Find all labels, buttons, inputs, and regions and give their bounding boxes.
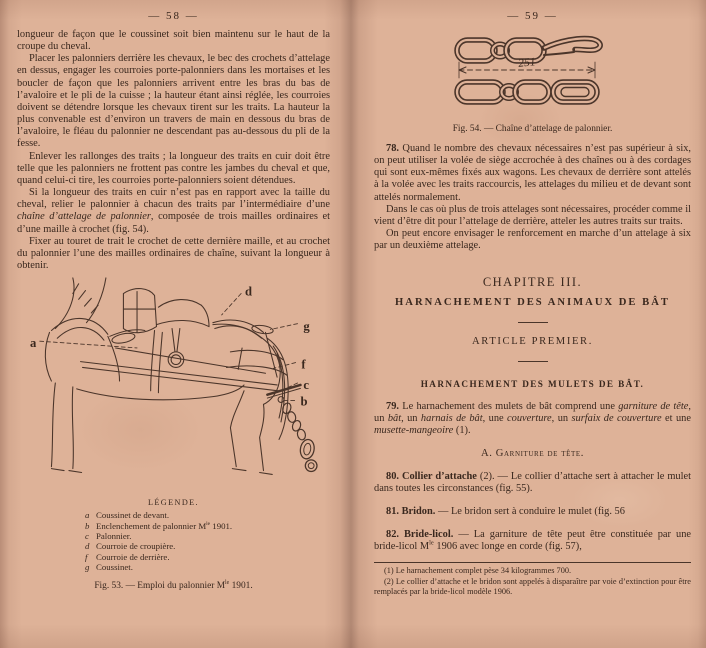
- legend-key: b: [85, 520, 90, 531]
- footnote-rule: [374, 562, 691, 563]
- chain-illustration: [443, 28, 623, 116]
- divider-rule: [518, 361, 548, 362]
- legend-item: [85, 562, 330, 572]
- legend-label: Coussinet de devant.: [96, 510, 170, 521]
- legend-item: [85, 552, 330, 562]
- paragraph: Si la longueur des traits en cuir n’est pas en rapport avec la taille du cheval, relier le palonnier à chacun des traits par l’intermédiaire d’une chaîne d’attelage de palonnier, composée de trois mailles ordinaires et d’une maille à crochet (fig. 54).: [17, 187, 330, 235]
- legend-key: g: [85, 562, 90, 573]
- page-number: — 59 —: [507, 10, 558, 22]
- figure-leader-lines: [39, 294, 297, 401]
- footnote-1: (1) Le harnachement complet pèse 34 kilogrammes 700.: [384, 566, 572, 576]
- section-title: HARNACHEMENT DES MULETS DE BÂT.: [420, 378, 645, 389]
- paragraph-80: 80. Collier d’attache (2). — Le collier d’attache sert à attacher le mulet dans toutes les circonstances (fig. 55).: [374, 470, 691, 494]
- divider-rule: [518, 322, 548, 323]
- horse-outline: [45, 278, 288, 474]
- legend-label: Enclenchement de palonnier $M^{le}$ 1901.: [96, 520, 233, 531]
- legend-item: [85, 510, 330, 520]
- horse-harness-illustration: [18, 276, 330, 490]
- paragraph: On peut encore envisager le renforcement en marche d’un attelage à six par un deuxième attelage.: [374, 228, 691, 252]
- figure-label-f: f: [300, 357, 306, 372]
- paragraph: Enlever les rallonges des traits ; la longueur des traits en cuir doit être telle que les palonniers ne frottent pas contre les jambes du cheval et que, quand celui-ci tire, les courroies porte-palonniers soient détendues.: [17, 150, 330, 186]
- paragraph-78: 78. Quand le nombre des chevaux nécessaires n’est pas supérieur à six, on peut utiliser la volée de siège accrochée à des chaînes ou à des cordages qui sont eux-mêmes fixés aux wagons. Les chevaux de derrière sont attelés à la volée avec les traits raccourcis, les attelages du milieu et de devant sont attelés normalement.: [374, 143, 691, 203]
- book-page-59: [360, 0, 706, 648]
- footnote-2: (2) Le collier d’attache et le bridon sont appelés à disparaître par voie d’extinction pour être remplacés par la bride-licol modèle 1906.: [374, 577, 691, 597]
- paragraph-81: 81. Bridon. — Le bridon sert à conduire le mulet (fig. 56: [386, 505, 625, 517]
- page-number: — 58 —: [148, 10, 199, 22]
- figure-label-g: g: [302, 319, 310, 334]
- legend-title: LÉGENDE.: [148, 498, 199, 508]
- legend-key: a: [85, 510, 90, 521]
- legend-item: [85, 521, 330, 531]
- legend-label: Courroie de croupière.: [96, 541, 176, 552]
- subsection-title: A. Garniture de tête.: [481, 447, 584, 459]
- figure-label-a: a: [29, 336, 36, 351]
- chapter-subtitle: HARNACHEMENT DES ANIMAUX DE BÂT: [395, 296, 670, 308]
- figure-horse-harness: [17, 276, 330, 495]
- figure-chain: [443, 28, 623, 121]
- figure-label-c: c: [302, 377, 309, 392]
- harness-straps: [80, 320, 286, 391]
- legend-label: Palonnier.: [96, 530, 132, 541]
- book-page-58: [0, 0, 346, 648]
- legend-key: f: [85, 551, 88, 562]
- figure-label-b: b: [299, 394, 307, 409]
- figure-53-caption: Fig. 53. — Emploi du palonnier $M^{le}$ 1901.: [94, 579, 253, 591]
- paragraph: Dans le cas où plus de trois attelages sont nécessaires, procéder comme il vient d’être dit pour l’attelage de derrière, atteler les autres traits sur traits.: [374, 203, 691, 227]
- figure-legend: [85, 510, 330, 572]
- figure-label-d: d: [244, 284, 252, 299]
- article-title: ARTICLE PREMIER.: [472, 335, 593, 347]
- paragraph: Fixer au touret de trait le crochet de cette dernière maille, et au crochet du palonnier l’une des mailles ordinaires de chaîne, suivant la longueur à obtenir.: [17, 235, 330, 271]
- legend-label: Courroie de derrière.: [96, 551, 170, 562]
- paragraph: longueur de façon que le coussinet soit bien maintenu sur le haut de la croupe du cheval.: [17, 29, 330, 53]
- paragraph-82: 82. Bride-licol. — La garniture de tête peut être constituée par une bride-licol $M^{le}$ 1906 avec longe en corde (fig. 57),: [374, 529, 691, 553]
- whippletree-and-chain: [267, 385, 317, 472]
- paragraph-79: 79. Le harnachement des mulets de bât comprend une garniture de tête, un bât, un harnais de bât, une couverture, un surfaix de couverture et une musette-mangeoire (1).: [374, 401, 691, 437]
- legend-label: Coussinet.: [96, 562, 133, 573]
- legend-item: [85, 531, 330, 541]
- left-text-column: [17, 29, 330, 272]
- paragraph: Placer les palonniers derrière les chevaux, le bec des crochets d’attelage en dessus, engager les courroies porte-palonniers dans les mortaises et les boucler de façon que les palonniers arrivent entre les bras du bas de l’avaloire et le pli de la cuisse ; la hauteur étant ainsi réglée, les courroies doivent se détendre lorsque les chevaux tirent sur les traits. La hauteur la plus convenable est d’environ un travers de main en dessous du bras de l’avaloire, le fléau du palonnier ne descendant pas au-dessous du pli de la fesse.: [17, 53, 330, 150]
- legend-key: c: [85, 530, 89, 541]
- legend-item: [85, 541, 330, 551]
- right-text-column: [374, 143, 691, 597]
- legend-key: d: [85, 541, 90, 552]
- figure-54-caption: Fig. 54. — Chaîne d’attelage de palonnier.: [452, 124, 613, 134]
- chapter-title: CHAPITRE III.: [482, 275, 583, 290]
- dimension-value: 251: [517, 56, 536, 70]
